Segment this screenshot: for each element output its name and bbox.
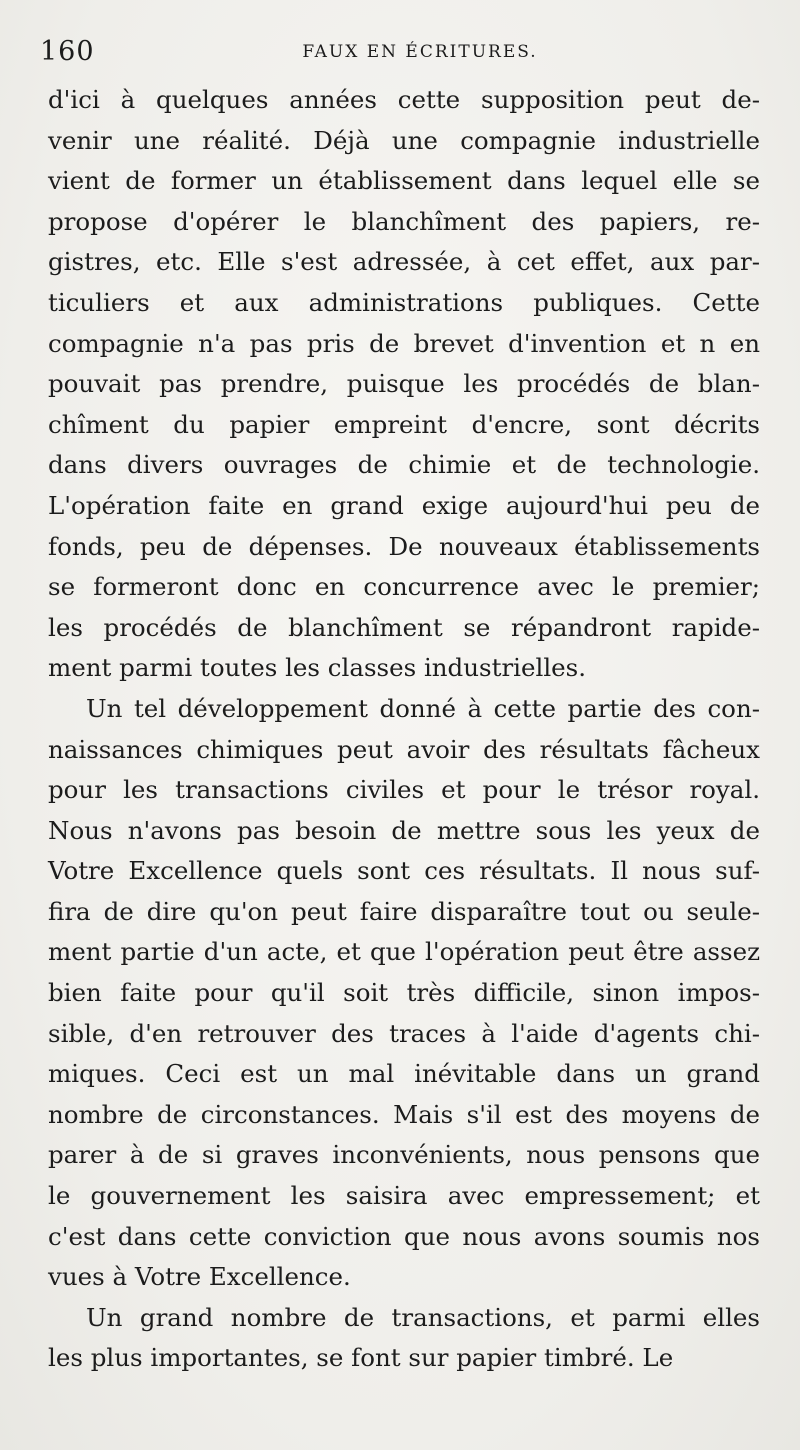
text-line: les plus importantes, se font sur papier timbré. Le [48, 1343, 674, 1373]
text-line: fonds, peu de dépenses. De nouveaux établissements [48, 531, 760, 561]
text-line: miques. Ceci est un mal inévitable dans un grand [48, 1059, 760, 1089]
text-line: parer à de si graves inconvénients, nous pensons que [48, 1140, 760, 1170]
text-line: nombre de circonstances. Mais s'il est des moyens de [48, 1099, 760, 1129]
paragraph [48, 1298, 760, 1379]
text-line: Un tel développement donné à cette partie des con- [86, 693, 760, 723]
text-line: Nous n'avons pas besoin de mettre sous les yeux de [48, 815, 760, 845]
text-line: compagnie n'a pas pris de brevet d'invention et n en [48, 328, 760, 358]
text-line: ment partie d'un acte, et que l'opération peut être assez [48, 937, 760, 967]
text-line: ment parmi toutes les classes industrielles. [48, 653, 587, 683]
text-line: se formeront donc en concurrence avec le premier; [48, 572, 760, 602]
text-line: pouvait pas prendre, puisque les procédés de blan- [48, 369, 760, 399]
text-line: Un grand nombre de transactions, et parmi elles [86, 1302, 760, 1332]
text-line: sible, d'en retrouver des traces à l'aide d'agents chi- [48, 1018, 760, 1048]
text-line: bien faite pour qu'il soit très difficile, sinon impos- [48, 978, 760, 1008]
text-line: les procédés de blanchîment se répandront rapide- [48, 612, 760, 642]
text-line: ticuliers et aux administrations publiques. Cette [48, 287, 760, 317]
text-line: vient de former un établissement dans lequel elle se [48, 166, 760, 196]
body-text [48, 80, 760, 1379]
text-line: dans divers ouvrages de chimie et de technologie. [48, 450, 760, 480]
text-line: L'opération faite en grand exige aujourd'hui peu de [48, 490, 760, 520]
page-number: 160 [40, 36, 95, 67]
text-line: venir une réalité. Déjà une compagnie industrielle [48, 125, 760, 155]
text-line: vues à Votre Excellence. [48, 1262, 351, 1292]
text-line: naissances chimiques peut avoir des résultats fâcheux [48, 734, 760, 764]
text-line: pour les transactions civiles et pour le trésor royal. [48, 775, 760, 805]
paragraph [48, 80, 760, 689]
text-line: fira de dire qu'on peut faire disparaître tout ou seule- [48, 896, 760, 926]
page-header [40, 36, 760, 76]
text-line: le gouvernement les saisira avec empressement; et [48, 1181, 760, 1211]
paragraph [48, 689, 760, 1298]
text-line: propose d'opérer le blanchîment des papiers, re- [48, 206, 760, 236]
text-line: chîment du papier empreint d'encre, sont décrits [48, 409, 760, 439]
running-head: FAUX EN ÉCRITURES. [302, 42, 538, 62]
text-line: Votre Excellence quels sont ces résultats. Il nous suf- [48, 856, 760, 886]
text-line: c'est dans cette conviction que nous avons soumis nos [48, 1221, 760, 1251]
text-line: d'ici à quelques années cette supposition peut de- [48, 85, 760, 114]
text-line: gistres, etc. Elle s'est adressée, à cet effet, aux par- [48, 247, 760, 277]
